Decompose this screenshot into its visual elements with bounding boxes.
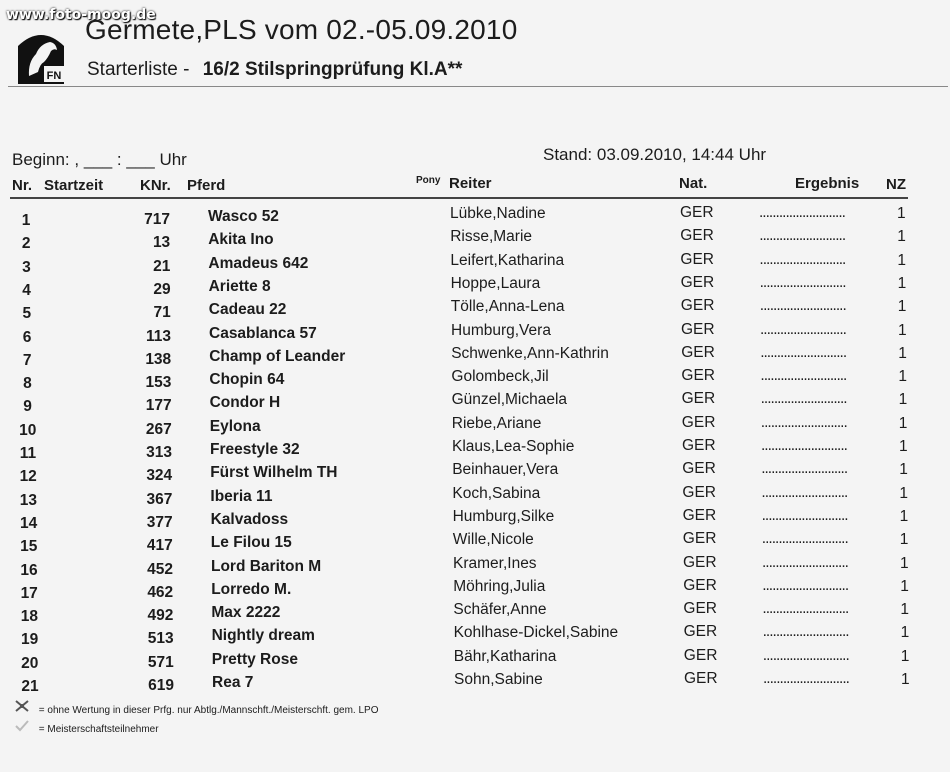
row-result: .......................... (761, 437, 847, 454)
row-nz: 1 (897, 251, 907, 269)
row-horse: Eylona (209, 417, 261, 435)
row-knr: 13 (152, 234, 171, 252)
row-nz: 1 (898, 321, 907, 339)
col-nat: Nat. (679, 175, 708, 192)
row-nr: 6 (22, 328, 32, 346)
row-rider: Schäfer,Anne (453, 601, 547, 619)
row-nr: 1 (21, 212, 31, 229)
row-nr: 9 (23, 398, 32, 416)
row-nz: 1 (900, 577, 909, 595)
row-knr: 452 (147, 560, 173, 578)
row-rider: Bähr,Katharina (453, 647, 557, 665)
row-horse: Lorredo M. (211, 580, 292, 598)
row-nationality: GER (681, 320, 715, 338)
row-knr: 367 (146, 490, 173, 508)
row-knr: 313 (146, 444, 172, 461)
row-rider: Kramer,Ines (453, 554, 537, 572)
row-rider: Hoppe,Laura (450, 274, 541, 292)
row-nationality: GER (683, 553, 717, 571)
crossed-swords-icon (14, 699, 36, 716)
col-nr: Nr. (12, 177, 33, 194)
row-rider: Beinhauer,Vera (452, 461, 559, 479)
row-nationality: GER (683, 576, 717, 594)
row-result: .......................... (759, 204, 845, 221)
row-nz: 1 (897, 274, 907, 292)
row-rider: Kohlhase-Dickel,Sabine (453, 624, 619, 642)
row-result: .......................... (759, 297, 846, 315)
row-nationality: GER (683, 623, 718, 641)
row-horse: Rea 7 (212, 674, 254, 691)
start-time-field: Beginn: , ___ : ___ Uhr (12, 150, 187, 169)
row-nz: 1 (899, 438, 908, 455)
row-nz: 1 (899, 484, 909, 502)
competition-name: 16/2 Stilspringprüfung Kl.A** (202, 59, 463, 80)
row-nz: 1 (900, 624, 910, 642)
row-rider: Risse,Marie (450, 228, 533, 246)
row-nationality: GER (681, 367, 715, 385)
row-knr: 377 (146, 513, 173, 531)
row-nr: 12 (19, 468, 37, 486)
row-nz: 1 (897, 205, 906, 222)
row-horse: Le Filou 15 (210, 534, 292, 552)
row-horse: Fürst Wilhelm TH (210, 464, 338, 482)
row-horse: Nightly dream (211, 627, 315, 645)
row-knr: 571 (147, 653, 174, 671)
row-nationality: GER (680, 204, 714, 221)
row-knr: 324 (146, 467, 173, 485)
page-subtitle (87, 59, 462, 81)
row-horse: Akita Ino (208, 231, 274, 249)
row-result: .......................... (762, 576, 849, 594)
row-rider: Humburg,Vera (451, 321, 551, 339)
row-nationality: GER (682, 530, 717, 548)
row-nz: 1 (901, 671, 910, 688)
row-knr: 138 (145, 350, 172, 368)
row-nr: 10 (19, 421, 37, 439)
row-nr: 16 (20, 561, 38, 579)
legend-row (14, 718, 159, 735)
row-nr: 3 (22, 258, 31, 276)
row-rider: Möhring,Julia (453, 577, 546, 595)
legend-text: = Meisterschaftsteilnehmer (38, 724, 159, 735)
row-rider: Klaus,Lea-Sophie (452, 438, 575, 455)
row-result: .......................... (759, 250, 846, 268)
row-nationality: GER (682, 506, 717, 524)
row-knr: 619 (148, 677, 174, 694)
col-nz: NZ (886, 176, 906, 193)
row-horse: Wasco 52 (208, 208, 279, 225)
col-startzeit: Startzeit (44, 177, 104, 194)
row-knr: 267 (145, 420, 172, 438)
row-nz: 1 (898, 344, 907, 362)
row-knr: 113 (145, 327, 171, 345)
row-rider: Leifert,Katharina (450, 251, 565, 269)
row-horse: Champ of Leander (209, 347, 346, 365)
row-nationality: GER (681, 390, 716, 408)
row-nr: 2 (21, 235, 31, 253)
row-nationality: GER (680, 297, 715, 315)
row-nationality: GER (680, 250, 714, 268)
row-rider: Wille,Nicole (452, 531, 534, 549)
row-knr: 71 (153, 304, 171, 322)
row-result: .......................... (762, 646, 849, 664)
row-result: .......................... (761, 483, 848, 501)
row-nr: 4 (22, 281, 31, 299)
row-rider: Sohn,Sabine (454, 671, 543, 688)
row-nr: 21 (21, 678, 39, 695)
row-nr: 14 (19, 514, 38, 532)
row-result: .......................... (759, 273, 846, 291)
row-horse: Condor H (209, 394, 281, 412)
row-nr: 11 (19, 445, 37, 462)
row-knr: 177 (145, 397, 172, 415)
row-nz: 1 (897, 298, 907, 316)
row-result: .......................... (760, 367, 847, 385)
row-horse: Max 2222 (211, 604, 281, 622)
row-result: .......................... (761, 530, 848, 548)
legend-row (14, 699, 378, 716)
row-horse: Pretty Rose (211, 650, 298, 668)
row-nz: 1 (899, 461, 908, 479)
row-nationality: GER (682, 437, 716, 454)
status-timestamp: Stand: 03.09.2010, 14:44 Uhr (543, 145, 767, 164)
header-divider (8, 86, 948, 87)
row-nr: 17 (20, 584, 38, 602)
row-nr: 7 (22, 351, 32, 369)
row-knr: 513 (147, 630, 174, 648)
fn-horse-logo-icon (14, 28, 68, 86)
col-knr: KNr. (140, 177, 171, 194)
col-ergebnis: Ergebnis (795, 175, 860, 192)
row-horse: Chopin 64 (209, 371, 285, 389)
col-pony: Pony (416, 175, 441, 186)
row-nr: 19 (20, 631, 39, 649)
row-result: .......................... (760, 390, 847, 408)
row-rider: Koch,Sabina (452, 484, 541, 502)
row-nationality: GER (681, 413, 716, 431)
row-horse: Cadeau 22 (208, 301, 287, 319)
row-horse: Iberia 11 (210, 487, 273, 505)
row-knr: 153 (145, 374, 172, 392)
subtitle-prefix: Starterliste - (87, 59, 190, 80)
legend-text: = ohne Wertung in dieser Prfg. nur Abtlg./Mannschft./Meisterschft. gem. LPO (38, 705, 379, 716)
row-knr: 417 (146, 537, 173, 555)
row-nz: 1 (899, 507, 909, 525)
row-nr: 8 (23, 375, 32, 393)
row-rider: Humburg,Silke (452, 507, 555, 525)
table-header-divider (10, 197, 908, 199)
col-pferd: Pferd (187, 177, 226, 194)
row-nationality: GER (681, 343, 715, 361)
row-result: .......................... (762, 600, 849, 618)
row-nationality: GER (683, 646, 718, 664)
row-horse: Lord Bariton M (211, 557, 322, 575)
row-nr: 13 (19, 491, 38, 509)
row-knr: 492 (147, 607, 174, 625)
row-nationality: GER (682, 460, 716, 478)
logo-text: FN (46, 70, 62, 82)
row-result: .......................... (760, 413, 847, 431)
row-result: .......................... (759, 227, 846, 245)
table-row (0, 670, 950, 697)
row-nz: 1 (899, 531, 909, 549)
row-nr: 5 (22, 305, 32, 323)
row-nz: 1 (897, 228, 906, 246)
row-nz: 1 (900, 647, 910, 665)
row-nz: 1 (898, 391, 908, 409)
row-knr: 21 (153, 257, 171, 275)
row-nr: 18 (20, 608, 39, 626)
row-nationality: GER (682, 483, 716, 501)
row-nationality: GER (683, 600, 717, 618)
row-result: .......................... (762, 623, 849, 641)
col-reiter: Reiter (449, 175, 492, 192)
row-result: .......................... (760, 320, 846, 338)
row-nationality: GER (684, 670, 718, 687)
row-result: .......................... (761, 460, 848, 478)
row-result: .......................... (761, 506, 848, 524)
row-result: .......................... (763, 670, 849, 687)
watermark: www.foto-moog.de (6, 7, 156, 23)
row-knr: 717 (144, 211, 170, 228)
row-nationality: GER (680, 273, 715, 291)
row-rider: Golombeck,Jil (451, 368, 549, 386)
row-nr: 15 (20, 538, 38, 556)
row-horse: Kalvadoss (210, 510, 289, 528)
row-knr: 462 (147, 583, 174, 601)
row-horse: Casablanca 57 (209, 324, 317, 342)
row-rider: Riebe,Ariane (451, 414, 542, 432)
row-horse: Ariette 8 (208, 277, 271, 295)
check-mark-icon (14, 718, 36, 735)
row-nr: 20 (21, 654, 39, 672)
row-horse: Freestyle 32 (210, 441, 300, 458)
row-knr: 29 (153, 280, 171, 298)
row-horse: Amadeus 642 (208, 254, 309, 272)
row-nz: 1 (898, 368, 908, 386)
row-rider: Tölle,Anna-Lena (450, 298, 565, 316)
row-rider: Lübke,Nadine (450, 205, 546, 222)
row-nz: 1 (900, 601, 910, 619)
row-nationality: GER (680, 227, 714, 245)
row-rider: Schwenke,Ann-Kathrin (451, 344, 609, 362)
row-result: .......................... (762, 553, 848, 571)
row-nz: 1 (900, 554, 909, 572)
row-rider: Günzel,Michaela (451, 391, 568, 409)
row-nz: 1 (898, 414, 908, 432)
row-result: .......................... (760, 343, 847, 361)
page-title: Germete,PLS vom 02.-05.09.2010 (85, 14, 518, 45)
